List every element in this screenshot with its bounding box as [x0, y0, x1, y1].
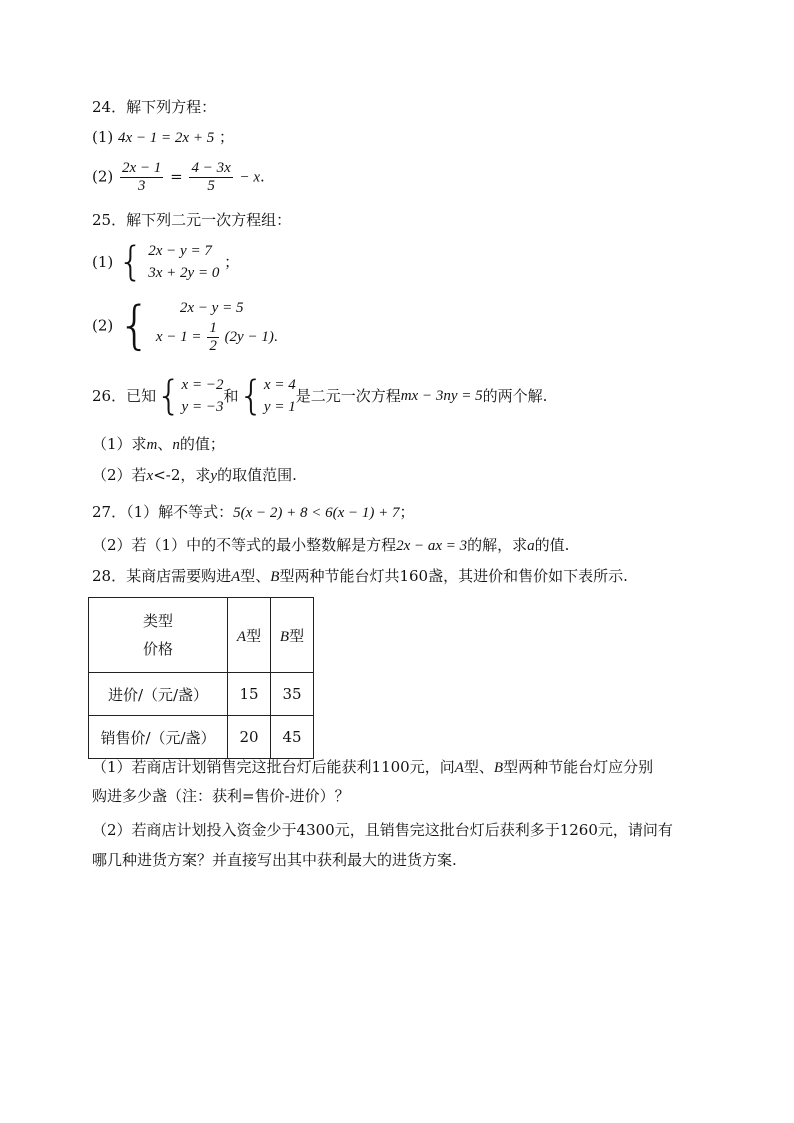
- q26-sub2-b: <-2，求: [153, 466, 211, 484]
- q24-part2: [92, 160, 265, 195]
- q24-part1-label: (1): [92, 128, 114, 146]
- q24-fraction-1: [120, 160, 163, 195]
- q26-sub1-m: m: [146, 437, 158, 453]
- q26-sub2-a: （2）若: [92, 466, 147, 484]
- q27-line2-b: 的解，求: [467, 536, 528, 554]
- q24-fraction-2-num: 4 − 3x: [191, 160, 231, 176]
- q25-system-2-eq2: [156, 320, 278, 355]
- table-cell: 20: [228, 716, 271, 759]
- q26-suffix-a: 是二元一次方程: [295, 387, 401, 405]
- q25-half-den: 2: [209, 338, 217, 354]
- q26-sub2-y: y: [210, 468, 218, 484]
- q26-sub1-a: （1）求: [92, 435, 147, 453]
- table-cell: 15: [228, 673, 271, 716]
- q25-system-1-eq1: 2x − y = 7: [148, 243, 212, 259]
- q25-system-1: [148, 240, 219, 284]
- left-brace-icon: {: [156, 373, 182, 419]
- table-row: [89, 716, 314, 759]
- q27-line1-end: ；: [399, 503, 415, 521]
- q28-sub1-c: 型两种节能台灯应分别: [503, 758, 654, 776]
- q26-equation: mx − 3ny = 5: [400, 388, 483, 404]
- q25-system-2-eq2-right: (2y − 1): [224, 328, 274, 345]
- table-header-b-letter: B: [279, 628, 290, 645]
- q27-var-a: a: [527, 538, 535, 554]
- table-corner-cell: [89, 598, 228, 673]
- q26-statement: [92, 374, 547, 418]
- q25-part2: [92, 296, 278, 355]
- table-cell: 35: [271, 673, 314, 716]
- q25-half-num: 1: [209, 320, 217, 336]
- q26-sub2: [92, 465, 297, 486]
- q28-intro: [92, 566, 628, 587]
- q28-intro-b: 型、: [240, 567, 271, 585]
- q26-sub1-c: 的值；: [179, 435, 225, 453]
- q25-part2-end: .: [273, 328, 278, 345]
- q27-inequality: 5(x − 2) + 8 < 6(x − 1) + 7: [233, 505, 400, 521]
- q25-system-2-eq1: 2x − y = 5: [179, 300, 244, 316]
- table-header-a-suffix: 型: [246, 626, 262, 645]
- q28-sub2-line1: （2）若商店计划投入资金少于4300元，且销售完这批台灯后获利多于1260元，请问有: [92, 821, 673, 839]
- q26-sub2-x: x: [146, 468, 154, 484]
- q26-and: 和: [223, 387, 239, 405]
- q26-solution-2-x: x = 4: [263, 377, 296, 393]
- table-row-label: 进价/（元/盏）: [89, 673, 228, 716]
- q27-line2: [92, 535, 569, 556]
- left-brace-icon: {: [118, 295, 152, 356]
- q25-part1: [92, 240, 239, 284]
- q24-part1-end: ；: [219, 128, 235, 146]
- q27-line1-a: 27．（1）解不等式：: [92, 503, 234, 521]
- q24-fraction-1-den: 3: [137, 178, 146, 194]
- q26-sub1-n: n: [172, 437, 180, 453]
- table-header-b: [271, 598, 314, 673]
- q27-line1: [92, 502, 415, 523]
- q27-line2-a: （2）若（1）中的不等式的最小整数解是方程: [92, 536, 397, 554]
- q28-sub1-b: 型、: [463, 758, 494, 776]
- q24-equals: =: [170, 167, 183, 186]
- q28-sub1-type-a: A: [454, 760, 464, 776]
- q28-sub1-line2: 购进多少盏（注：获利=售价-进价）？: [92, 787, 350, 805]
- q24-fraction-2-den: 5: [207, 178, 215, 194]
- q26-prefix: 26．已知: [92, 387, 157, 405]
- q24-title: 24．解下列方程：: [92, 98, 217, 116]
- q25-system-2-eq2-left: x − 1 =: [155, 328, 202, 345]
- q26-sub2-c: 的取值范围.: [217, 466, 297, 484]
- table-header-a-letter: A: [236, 628, 247, 645]
- table-header-a: [228, 598, 271, 673]
- q24-part2-label: (2): [92, 167, 114, 186]
- table-header-price: 价格: [142, 640, 173, 658]
- q28-sub1-a: （1）若商店计划销售完这批台灯后能获利1100元，问: [92, 758, 455, 776]
- q25-half-fraction: [207, 320, 219, 355]
- q25-title: 25．解下列二元一次方程组：: [92, 211, 292, 229]
- q26-solution-2-y: y = 1: [263, 399, 296, 415]
- q28-sub2-line2: 哪几种进货方案？并直接写出其中获利最大的进货方案.: [92, 851, 457, 869]
- q27-equation: 2x − ax = 3: [396, 538, 468, 554]
- table-header-type: 类型: [142, 612, 173, 630]
- q25-system-1-eq2: 3x + 2y = 0: [148, 265, 220, 281]
- q28-sub1-line1: [92, 757, 653, 778]
- left-brace-icon: {: [118, 239, 144, 285]
- q25-part1-end: ；: [224, 253, 240, 271]
- table-header-row: [89, 598, 314, 673]
- q26-solution-1-x: x = −2: [181, 377, 224, 393]
- q24-part2-tail: − x: [239, 169, 261, 186]
- q24-fraction-1-num: 2x − 1: [122, 160, 162, 176]
- q24-part1: [92, 127, 234, 148]
- q24-part2-end: .: [260, 167, 265, 186]
- q24-part1-expr: 4x − 1 = 2x + 5: [118, 130, 215, 146]
- q26-suffix-b: 的两个解.: [482, 387, 548, 405]
- q28-intro-c: 型两种节能台灯共160盏，其进价和售价如下表所示.: [279, 567, 628, 585]
- table-row: [89, 673, 314, 716]
- q26-solution-2: [264, 374, 296, 418]
- q24-fraction-2: [189, 160, 232, 195]
- q26-solution-1-y: y = −3: [181, 399, 224, 415]
- table-row-label: 销售价/（元/盏）: [89, 716, 228, 759]
- q28-type-b: B: [270, 569, 280, 585]
- table-cell: 45: [271, 716, 314, 759]
- left-brace-icon: {: [238, 373, 264, 419]
- q28-sub1-type-b: B: [493, 760, 504, 776]
- q26-sub1-b: 、: [157, 435, 173, 453]
- q28-intro-a: 28．某商店需要购进: [92, 567, 232, 585]
- q28-type-a: A: [231, 569, 241, 585]
- q26-sub1: [92, 434, 225, 455]
- q25-system-2: [156, 296, 278, 355]
- table-header-b-suffix: 型: [289, 626, 305, 645]
- q25-part2-label: (2): [92, 316, 114, 335]
- q25-part1-label: (1): [92, 253, 114, 271]
- q26-solution-1: [182, 374, 224, 418]
- q27-line2-c: 的值.: [534, 536, 570, 554]
- price-table: [88, 597, 314, 759]
